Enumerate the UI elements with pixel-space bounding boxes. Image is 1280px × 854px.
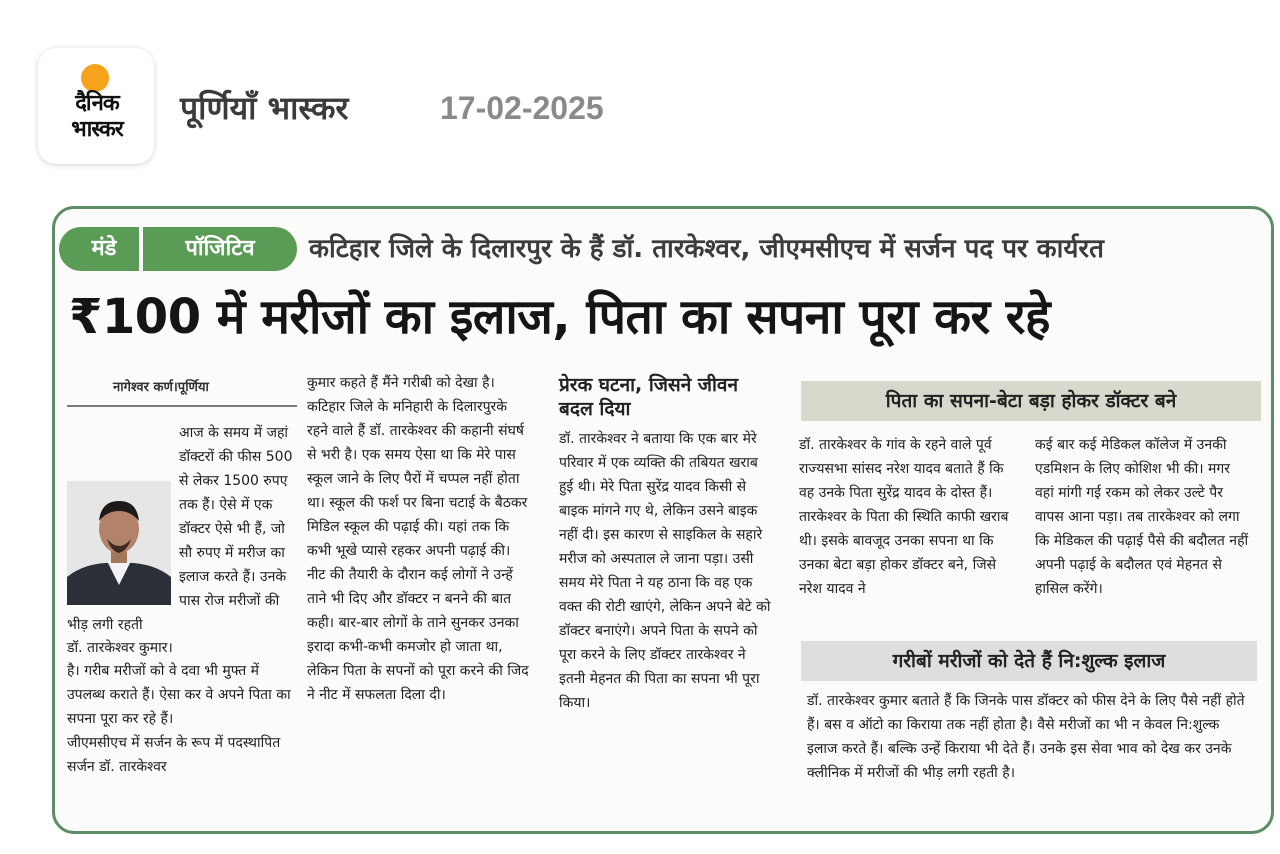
col3-heading: प्रेरक घटना, जिसने जीवन बदल दिया <box>559 374 739 420</box>
doctor-photo <box>67 481 171 605</box>
col1-paragraph-2: है। गरीब मरीजों को वे दवा भी मुफ्त में उपलब्ध कराते हैं। ऐसा कर वे अपने पिता का सपना पूरा कर रहे हैं। <box>67 663 291 727</box>
photo-caption: डॉ. तारकेश्वर कुमार। <box>67 640 173 656</box>
kicker: कटिहार जिले के दिलारपुर के हैं डॉ. तारकेश्वर, जीएमसीएच में सर्जन पद पर कार्यरत <box>309 234 1104 264</box>
tag-positive: पॉजिटिव <box>139 227 297 271</box>
headline: ₹100 में मरीजों का इलाज, पिता का सपना पूरा कर रहे <box>69 289 1050 345</box>
sun-icon <box>81 64 109 92</box>
box2-heading: गरीबों मरीजों को देते हैं नि:शुल्क इलाज <box>801 641 1257 681</box>
article-column-3 <box>559 373 773 715</box>
col1-paragraph-3: जीएमसीएच में सर्जन के रूप में पदस्थापित सर्जन डॉ. तारकेश्वर <box>67 735 281 775</box>
logo-line-1: दैनिक <box>75 91 119 116</box>
article-column-2 <box>307 371 531 707</box>
box2-paragraph: डॉ. तारकेश्वर कुमार बताते हैं कि जिनके पास डॉक्टर को फीस देने के लिए पैसे नहीं होते हैं। बस व ऑटो का किराया तक नहीं होता है। वैसे मरीजों का भी न केवल नि:शुल्क इलाज करते हैं। बल्कि उन्हें किराया भी देते हैं। उनके इस सेवा भाव को देख कर उनके क्लीनिक में मरीजों की भीड़ लगी रहती है। <box>807 693 1245 781</box>
box1-column-1 <box>799 433 1013 601</box>
tag-monday: मंडे <box>59 227 149 271</box>
box1-col1-paragraph: डॉ. तारकेश्वर के गांव के रहने वाले पूर्व राज्यसभा सांसद नरेश यादव बताते हैं कि वह उनके पिता सुरेंद्र यादव के दोस्त हैं। तारकेश्वर के पिता की स्थिति काफी खराब थी। इसके बावजूद उनका सपना था कि उनका बेटा बड़ा होकर डॉक्टर बने, जिसे नरेश यादव ने <box>799 437 1009 597</box>
box1-column-2 <box>1035 433 1249 601</box>
col3-paragraph: डॉ. तारकेश्वर ने बताया कि एक बार मेरे परिवार में एक व्यक्ति की तबियत खराब हुई थी। मेरे पिता सुरेंद्र यादव किसी से बाइक मांगने गए थे, लेकिन उसने बाइक नहीं दी। इस कारण से साइकिल के सहारे मरीज को अस्पताल ले जाना पड़ा। उसी समय मेरे पिता ने यह ठाना कि वह एक वक्त की रोटी खाएंगे, लेकिन अपने बेटे को डॉक्टर बनाएंगे। अपने पिता के सपने को पूरा करने के लिए डॉक्टर तारकेश्वर ने इतनी मेहनत की पिता का सपना भी पूरा किया। <box>559 431 771 711</box>
divider <box>67 405 297 407</box>
news-clipping[interactable] <box>52 206 1274 834</box>
col2-paragraph: कुमार कहते हैं मैंने गरीबी को देखा है। कटिहार जिले के मनिहारी के दिलारपुरके रहने वाले हैं डॉ. तारकेश्वर की कहानी संघर्ष से भरी है। एक समय ऐसा था कि मेरे पास स्कूल जाने के लिए पैरों में चप्पल नहीं होता था। स्कूल की फर्श पर बिना चटाई के बैठकर मिडिल स्कूल की पढ़ाई की। यहां तक कि कभी भूखे प्यासे रहकर अपनी पढ़ाई की। नीट की तैयारी के दौरान कई लोगों ने उन्हें ताने भी दिए और डॉक्टर न बनने की बात कही। बार-बार लोगों के ताने सुनकर उनका इरादा कभी-कभी कमजोर हो जाता था, लेकिन पिता के सपनों को पूरा करने की जिद ने नीट में सफलता दिला दी। <box>307 375 529 703</box>
box1-col2-paragraph: कई बार कई मेडिकल कॉलेज में उनकी एडमिशन के लिए कोशिश भी की। मगर वहां मांगी गई रकम को लेकर उल्टे पैर वापस आना पड़ा। तब तारकेश्वर को लगा कि मेडिकल की पढ़ाई पैसे की बदौलत नहीं अपनी पढ़ाई के बदौलत एवं मेहनत से हासिल करेंगे। <box>1035 437 1249 597</box>
publish-date: 17-02-2025 <box>440 90 604 126</box>
dainik-bhaskar-logo[interactable] <box>38 48 154 164</box>
box1-heading: पिता का सपना-बेटा बड़ा होकर डॉक्टर बने <box>801 381 1261 421</box>
edition-name: पूर्णियाँ भास्कर <box>180 89 349 127</box>
person-photo-icon <box>67 481 171 605</box>
col1-paragraph-1: आज के समय में जहां डॉक्टरों की फीस 500 से लेकर 1500 रुपए तक हैं। ऐसे में एक डॉक्टर ऐसे भी हैं, जो सौ रुपए में मरीज का इलाज करते हैं। उनके पास रोज मरीजों की भीड़ लगी रहती <box>67 425 293 633</box>
article-column-1 <box>67 421 297 779</box>
box2-column <box>807 689 1247 785</box>
byline: नागेश्वर कर्ण।पूर्णिया <box>113 380 209 395</box>
section-tag <box>59 227 299 271</box>
logo-line-2: भास्कर <box>71 117 123 142</box>
